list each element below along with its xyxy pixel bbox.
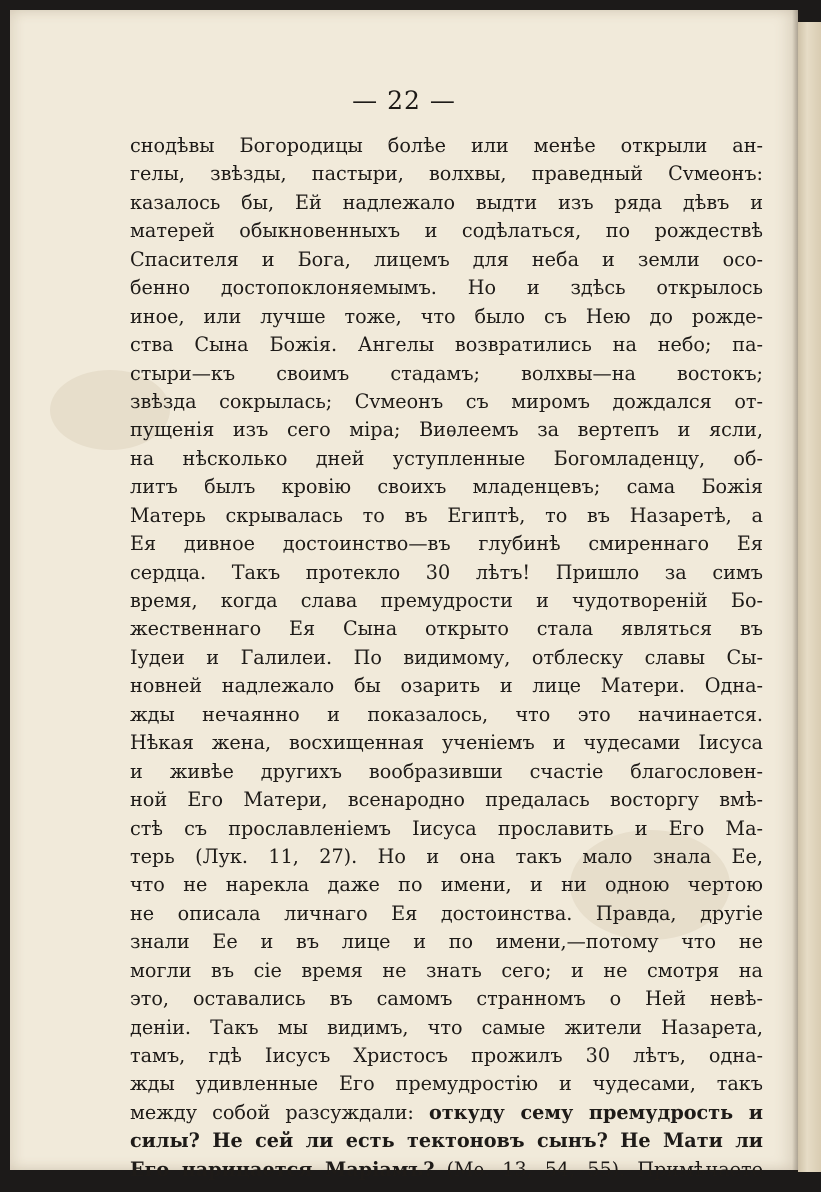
- text-line: жественнаго Ея Сына открыто стала являться въ: [130, 617, 763, 641]
- text-line: Ея дивное достоинство—въ глубинѣ смиреннаго Ея: [130, 532, 763, 556]
- text-line: на нѣсколько дней уступленные Богомладенцу, об-: [130, 446, 763, 470]
- text-line: не описала личнаго Ея достоинства. Правда, другіе: [130, 901, 763, 925]
- text-line: казалось бы, Ей надлежало выдти изъ ряда дѣвъ и: [130, 190, 763, 214]
- text-line: снодѣвы Богородицы болѣе или менѣе открыли ан-: [130, 134, 763, 157]
- bold-quote-segment: откуду сему премудрость и: [428, 1100, 763, 1124]
- text-segment: между собой разсуждали:: [130, 1100, 429, 1124]
- text-line: иное, или лучше тоже, что было съ Нею до рожде-: [130, 304, 763, 328]
- text-line: Матерь скрывалась то въ Египтѣ, то въ Назаретѣ, а: [130, 503, 763, 527]
- text-line: терь (Лук. 11, 27). Но и она такъ мало знала Ее,: [130, 844, 763, 868]
- bold-quote-segment: Его нарицается Маріамъ?: [130, 1157, 435, 1181]
- text-line: жды удивленные Его премудростію и чудесами, такъ: [130, 1072, 763, 1096]
- text-line: ства Сына Божія. Ангелы возвратились на небо; па-: [130, 333, 763, 357]
- text-line: и живѣе другихъ вообразивши счастіе благословен-: [130, 759, 763, 783]
- text-line: знали Ее и въ лице и по имени,—потому что не: [130, 930, 763, 954]
- text-line-mixed: [130, 1156, 763, 1184]
- text-line: что не нарекла даже по имени, и ни одною чертою: [130, 873, 763, 897]
- bold-quote-line: силы? Не сей ли есть тектоновъ сынъ? Не Мати ли: [130, 1129, 763, 1153]
- text-line-mixed: [130, 1099, 763, 1127]
- text-line: стыри—къ своимъ стадамъ; волхвы—на востокъ;: [130, 361, 763, 385]
- text-line: деніи. Такъ мы видимъ, что самые жители Назарета,: [130, 1015, 763, 1039]
- text-line: матерей обыкновенныхъ и содѣлаться, по рождествѣ: [130, 219, 763, 243]
- text-line: Іудеи и Галилеи. По видимому, отблеску славы Сы-: [130, 645, 763, 669]
- text-line: Спасителя и Бога, лицемъ для неба и земли осо-: [130, 247, 763, 271]
- text-line: литъ былъ кровію своихъ младенцевъ; сама Божія: [130, 475, 763, 499]
- page-number: — 22 —: [352, 86, 456, 115]
- text-segment: (Мѳ. 13, 54, 55). Примѣчаете: [434, 1157, 763, 1181]
- text-line: жды нечаянно и показалось, что это начинается.: [130, 702, 763, 726]
- text-line: новней надлежало бы озарить и лице Матери. Одна-: [130, 674, 763, 698]
- text-line: это, оставались въ самомъ странномъ о Ней невѣ-: [130, 987, 763, 1011]
- text-line: пущенія изъ сего міра; Виѳлеемъ за вертепъ и ясли,: [130, 418, 763, 442]
- text-line: бенно достопоклоняемымъ. Но и здѣсь открылось: [130, 276, 763, 300]
- text-line: время, когда слава премудрости и чудотвореній Бо-: [130, 589, 763, 612]
- book-page: [10, 10, 798, 1181]
- next-page-edge: [798, 22, 821, 1172]
- text-line: сердца. Такъ протекло 30 лѣтъ! Пришло за симъ: [130, 560, 763, 584]
- text-line: могли въ сіе время не знать сего; и не смотря на: [130, 958, 763, 982]
- page-text: [130, 132, 763, 1184]
- text-line: тамъ, гдѣ Іисусъ Христосъ прожилъ 30 лѣтъ, однa-: [130, 1044, 763, 1067]
- text-line: Нѣкая жена, восхищенная ученіемъ и чудесами Іисуса: [130, 731, 763, 755]
- text-line: гелы, звѣзды, пастыри, волхвы, праведный Сvмеонъ:: [130, 162, 763, 186]
- text-line: стѣ съ прославленіемъ Іисуса прославить и Его Ма-: [130, 816, 763, 840]
- text-line: звѣзда сокрылась; Сvмеонъ съ миромъ дождался от-: [130, 389, 763, 413]
- text-line: ной Его Матери, всенародно предалась восторгу вмѣ-: [130, 788, 763, 812]
